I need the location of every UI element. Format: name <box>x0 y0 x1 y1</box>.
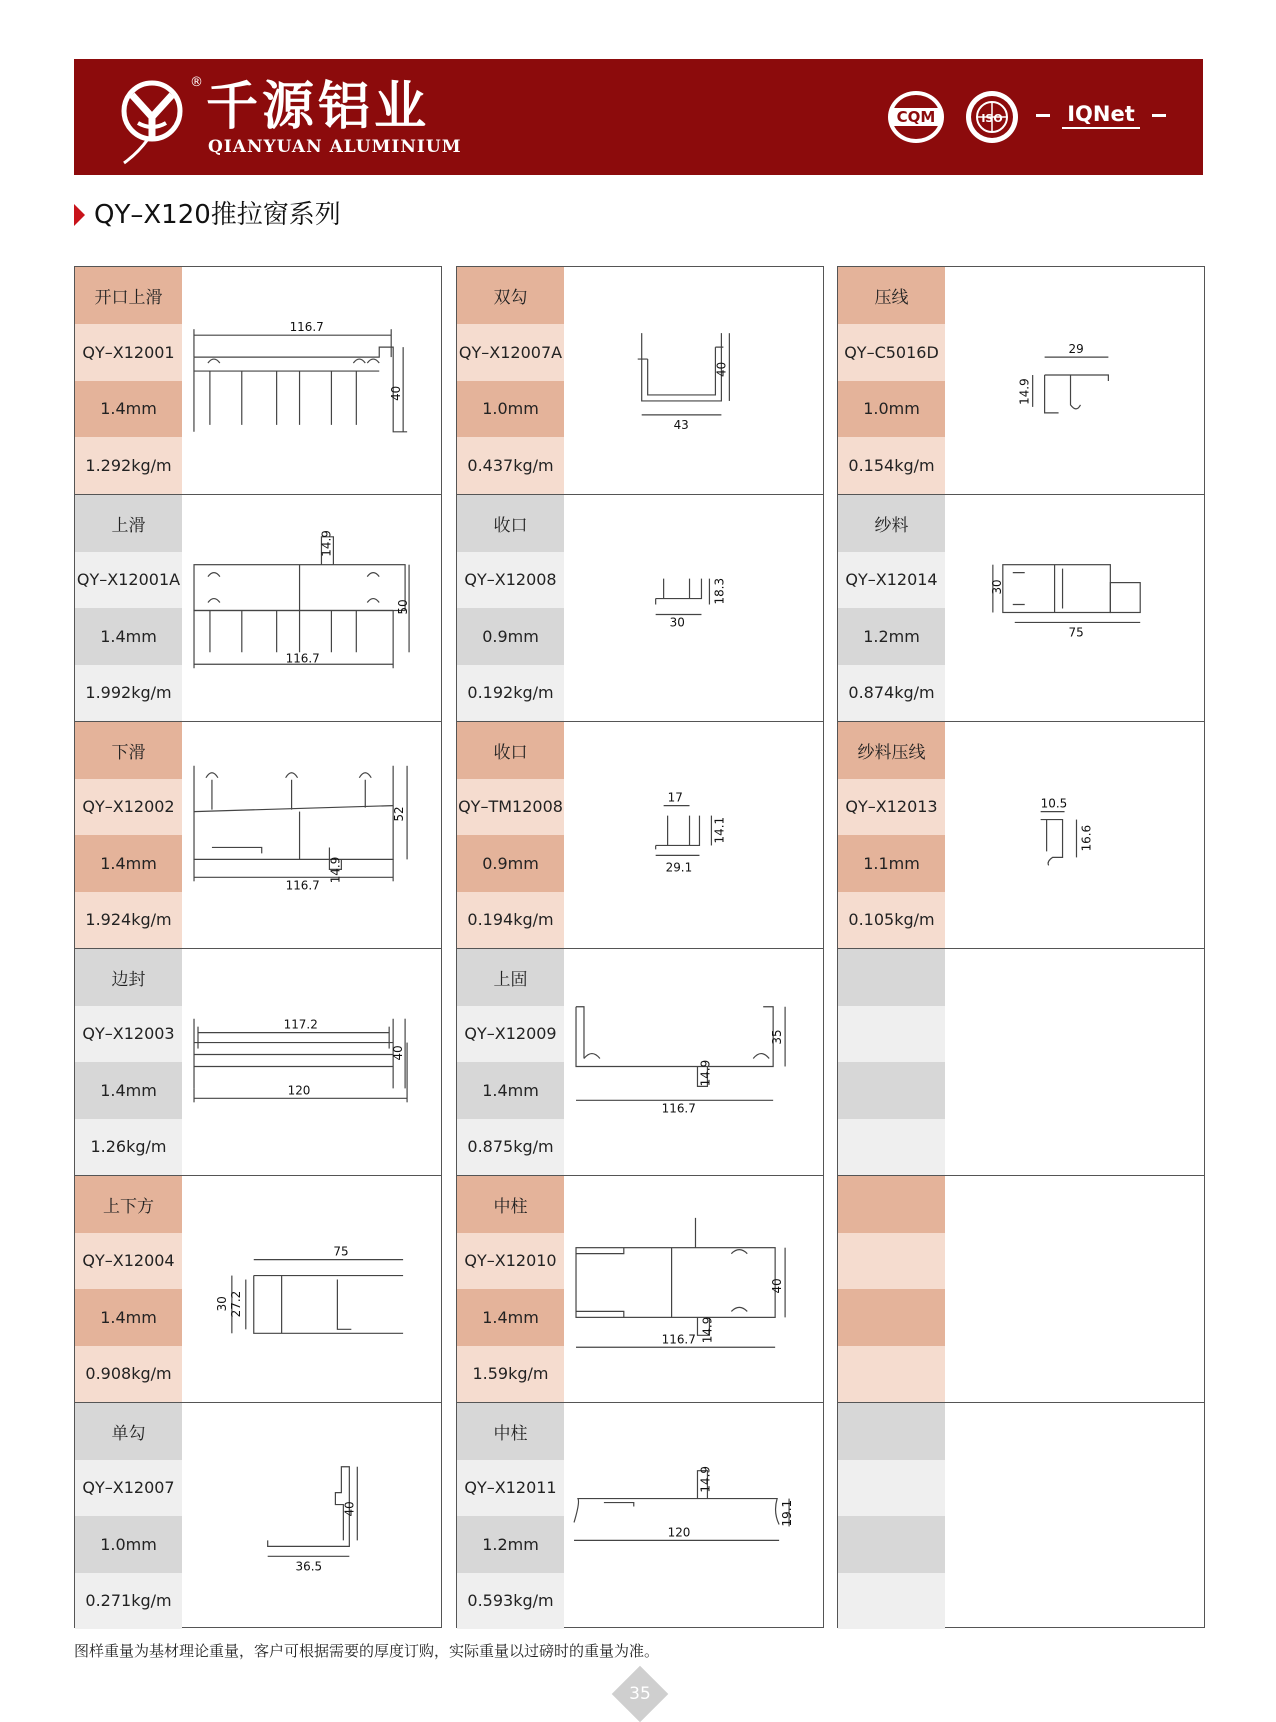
product-thickness: 1.4mm <box>75 1062 182 1119</box>
product-thickness: 1.4mm <box>457 1062 564 1119</box>
product-name <box>838 1176 945 1233</box>
product-cell <box>75 494 441 721</box>
dim-height: 50 <box>396 599 411 615</box>
product-code <box>838 1006 945 1063</box>
product-code: QY–C5016D <box>838 324 945 381</box>
dim-width: 116.7 <box>289 320 324 335</box>
product-code: QY–X12007A <box>457 324 564 381</box>
dim-width: 75 <box>1068 625 1084 640</box>
product-name: 边封 <box>75 949 182 1006</box>
product-code <box>838 1233 945 1290</box>
profile-drawing <box>182 495 441 721</box>
product-name: 收口 <box>457 495 564 552</box>
profile-drawing <box>182 267 441 494</box>
dim-width: 116.7 <box>661 1332 696 1347</box>
profile-drawing <box>564 495 823 721</box>
product-code <box>838 1460 945 1517</box>
product-weight: 0.271kg/m <box>75 1573 182 1630</box>
dim-height: 35 <box>770 1029 785 1045</box>
product-cell <box>457 1402 823 1629</box>
product-column-2 <box>456 266 824 1628</box>
dim-height: 40 <box>391 1045 406 1061</box>
brand-name-cn: 千源铝业 <box>206 77 431 137</box>
profile-drawing <box>564 722 823 948</box>
brand-name-en: QIANYUAN ALUMINIUM <box>208 137 462 157</box>
product-cell <box>838 494 1204 721</box>
dim-width: 10.5 <box>1040 796 1068 811</box>
dim-width: 75 <box>333 1244 349 1259</box>
dim-height: 40 <box>770 1278 785 1294</box>
product-weight: 0.908kg/m <box>75 1346 182 1403</box>
product-thickness: 1.4mm <box>75 835 182 892</box>
product-cell <box>838 721 1204 948</box>
dim-width: 29 <box>1068 342 1084 357</box>
dim-width: 43 <box>673 417 689 432</box>
profile-drawing <box>945 267 1204 494</box>
profile-drawing <box>945 495 1204 721</box>
product-code: QY–X12011 <box>457 1460 564 1517</box>
product-code: QY–X12013 <box>838 779 945 836</box>
dim-inner-width: 117.2 <box>283 1017 318 1032</box>
product-name <box>838 1403 945 1460</box>
product-cell <box>75 1402 441 1629</box>
dim-tab: 14.9 <box>328 856 343 884</box>
product-name: 收口 <box>457 722 564 779</box>
product-name <box>838 949 945 1006</box>
product-weight: 1.59kg/m <box>457 1346 564 1403</box>
dim-height: 14.1 <box>712 816 727 844</box>
product-weight: 0.874kg/m <box>838 665 945 722</box>
product-name: 上滑 <box>75 495 182 552</box>
product-name: 上下方 <box>75 1176 182 1233</box>
product-weight: 0.875kg/m <box>457 1119 564 1176</box>
product-column-1 <box>74 266 442 1628</box>
product-name: 开口上滑 <box>75 267 182 324</box>
profile-drawing <box>182 949 441 1175</box>
profile-drawing <box>564 267 823 494</box>
dim-tab: 14.9 <box>698 1059 713 1087</box>
dim-height: 40 <box>389 385 404 401</box>
series-title-text: QY–X120推拉窗系列 <box>94 200 341 230</box>
product-column-3 <box>837 266 1205 1628</box>
product-code: QY–TM12008 <box>457 779 564 836</box>
product-weight: 1.992kg/m <box>75 665 182 722</box>
profile-drawing <box>564 1176 823 1402</box>
dim-height: 14.9 <box>1017 378 1032 405</box>
weight-footnote: 图样重量为基材理论重量，客户可根据需要的厚度订购，实际重量以过磅时的重量为准。 <box>74 1642 660 1660</box>
dim-height: 30 <box>989 579 1004 595</box>
dim-tab: 14.9 <box>700 1316 715 1344</box>
product-name: 下滑 <box>75 722 182 779</box>
product-weight: 0.593kg/m <box>457 1573 564 1630</box>
product-weight: 0.105kg/m <box>838 892 945 949</box>
product-thickness: 1.2mm <box>838 608 945 665</box>
product-code: QY–X12001 <box>75 324 182 381</box>
product-thickness: 1.0mm <box>457 381 564 438</box>
dim-width: 30 <box>669 615 685 630</box>
dim-inner-height: 27.2 <box>228 1290 243 1318</box>
product-weight: 1.292kg/m <box>75 437 182 494</box>
product-thickness: 1.0mm <box>838 381 945 438</box>
product-weight: 0.437kg/m <box>457 437 564 494</box>
product-name: 中柱 <box>457 1176 564 1233</box>
dim-width: 120 <box>287 1083 311 1098</box>
profile-drawing <box>945 722 1204 948</box>
product-cell <box>838 267 1204 494</box>
product-weight: 1.26kg/m <box>75 1119 182 1176</box>
header-banner <box>74 59 1203 175</box>
dim-tab: 14.9 <box>319 530 334 557</box>
product-weight: 1.924kg/m <box>75 892 182 949</box>
product-thickness: 1.4mm <box>75 381 182 438</box>
product-thickness <box>838 1516 945 1573</box>
product-code: QY–X12007 <box>75 1460 182 1517</box>
dim-height: 52 <box>392 806 407 822</box>
iqnet-text: IQNet <box>1067 102 1135 126</box>
profile-drawing <box>564 1403 823 1629</box>
empty-drawing <box>945 949 1204 1175</box>
product-code: QY–X12009 <box>457 1006 564 1063</box>
product-name: 纱料压线 <box>838 722 945 779</box>
product-thickness <box>838 1062 945 1119</box>
product-name: 单勾 <box>75 1403 182 1460</box>
dim-tab: 14.9 <box>698 1466 713 1493</box>
product-cell <box>457 494 823 721</box>
product-cell <box>75 267 441 494</box>
product-thickness: 1.0mm <box>75 1516 182 1573</box>
product-thickness: 1.1mm <box>838 835 945 892</box>
product-code: QY–X12008 <box>457 552 564 609</box>
qianyuan-logo-icon <box>118 73 192 165</box>
product-thickness: 1.2mm <box>457 1516 564 1573</box>
product-code: QY–X12003 <box>75 1006 182 1063</box>
product-code: QY–X12002 <box>75 779 182 836</box>
product-cell <box>75 948 441 1175</box>
product-weight: 0.194kg/m <box>457 892 564 949</box>
empty-drawing <box>945 1176 1204 1402</box>
product-cell <box>75 1175 441 1402</box>
product-code: QY–X12001A <box>75 552 182 609</box>
dim-height: 40 <box>342 1501 357 1517</box>
dim-height: 30 <box>214 1296 229 1312</box>
dim-width: 116.7 <box>661 1101 696 1116</box>
product-name: 双勾 <box>457 267 564 324</box>
product-cell <box>457 721 823 948</box>
product-name: 上固 <box>457 949 564 1006</box>
product-code: QY–X12014 <box>838 552 945 609</box>
dim-width: 116.7 <box>285 878 320 893</box>
product-thickness: 1.4mm <box>75 1289 182 1346</box>
product-weight: 0.192kg/m <box>457 665 564 722</box>
cqm-cert-icon <box>886 89 946 145</box>
product-cell <box>838 1175 1204 1402</box>
iqnet-cert-icon <box>1036 97 1166 137</box>
product-name: 中柱 <box>457 1403 564 1460</box>
product-cell <box>457 948 823 1175</box>
dim-height: 18.3 <box>712 577 727 605</box>
product-weight <box>838 1119 945 1176</box>
dim-width: 29.1 <box>665 860 693 875</box>
product-name: 纱料 <box>838 495 945 552</box>
dim-height: 40 <box>714 361 729 378</box>
product-cell <box>457 1175 823 1402</box>
registered-mark: ® <box>190 75 203 90</box>
product-thickness: 0.9mm <box>457 835 564 892</box>
product-thickness: 1.4mm <box>457 1289 564 1346</box>
product-cell <box>75 721 441 948</box>
product-cell <box>838 948 1204 1175</box>
profile-drawing <box>182 1403 441 1629</box>
product-thickness: 0.9mm <box>457 608 564 665</box>
product-thickness <box>838 1289 945 1346</box>
product-cell <box>457 267 823 494</box>
page-number: 35 <box>629 1684 651 1704</box>
product-weight <box>838 1573 945 1630</box>
profile-drawing <box>182 722 441 948</box>
product-weight: 0.154kg/m <box>838 437 945 494</box>
product-thickness: 1.4mm <box>75 608 182 665</box>
product-code: QY–X12004 <box>75 1233 182 1290</box>
dim-width: 36.5 <box>295 1559 323 1574</box>
profile-drawing <box>564 949 823 1175</box>
product-name: 压线 <box>838 267 945 324</box>
title-arrow-icon <box>74 204 85 226</box>
product-weight <box>838 1346 945 1403</box>
dim-height: 19.1 <box>780 1499 795 1527</box>
empty-drawing <box>945 1403 1204 1629</box>
product-cell <box>838 1402 1204 1629</box>
dim-height: 16.6 <box>1079 824 1094 852</box>
dim-top-width: 17 <box>667 790 683 805</box>
cqm-text: CQM <box>896 108 936 126</box>
iso-text: ISO <box>981 112 1003 125</box>
product-code: QY–X12010 <box>457 1233 564 1290</box>
dim-width: 116.7 <box>285 651 320 666</box>
iso-cert-icon <box>964 89 1020 145</box>
dim-width: 120 <box>667 1525 691 1540</box>
profile-drawing <box>182 1176 441 1402</box>
